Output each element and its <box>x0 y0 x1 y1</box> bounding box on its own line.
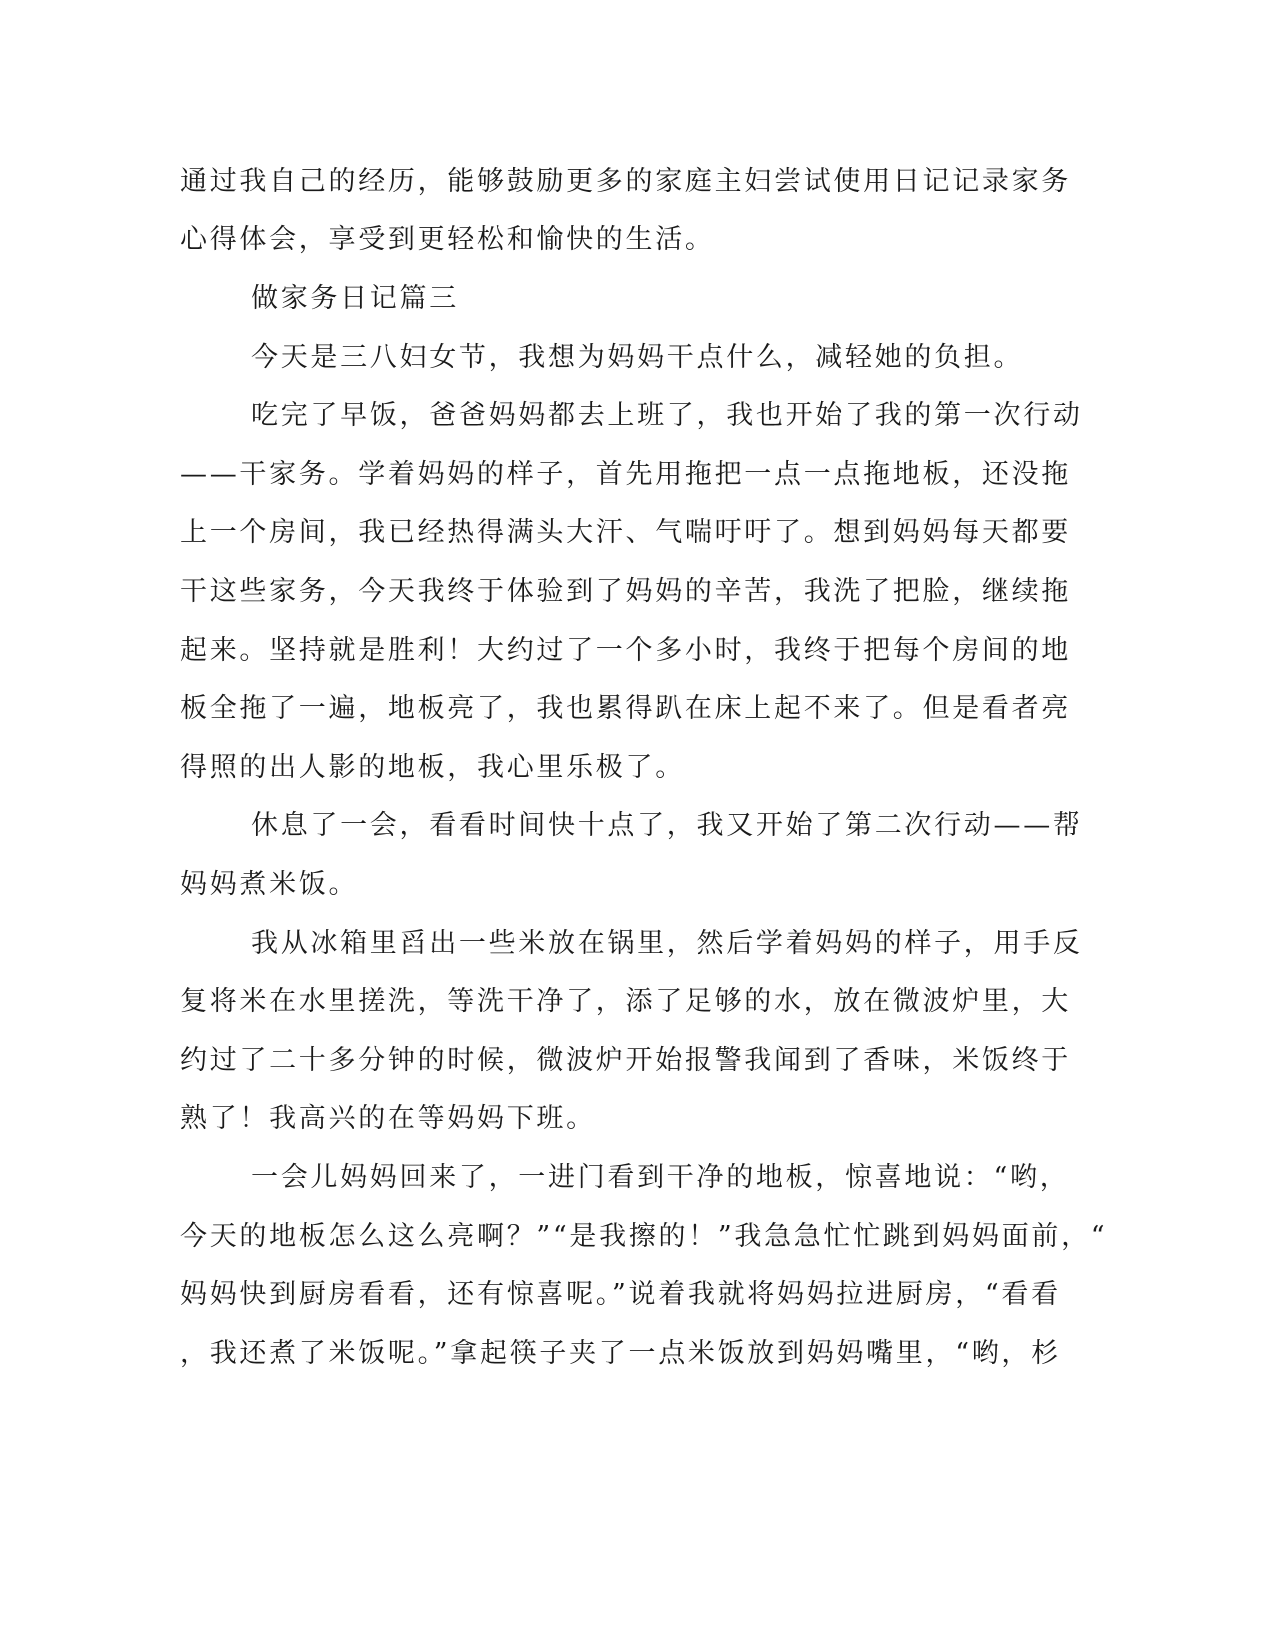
paragraph-line: 一会儿妈妈回来了，一进门看到干净的地板，惊喜地说：“哟， <box>251 1162 1070 1193</box>
paragraph-line: 上一个房间，我已经热得满头大汗、气喘吁吁了。想到妈妈每天都要 <box>180 517 1071 548</box>
paragraph-line: 休息了一会，看看时间快十点了，我又开始了第二次行动——帮 <box>251 810 1083 841</box>
paragraph-line: 今天是三八妇女节，我想为妈妈干点什么，减轻她的负担。 <box>251 342 1024 373</box>
paragraph-line: 妈妈快到厨房看看，还有惊喜呢。”说着我就将妈妈拉进厨房，“看看 <box>180 1279 1061 1310</box>
paragraph-line: 妈妈煮米饭。 <box>180 869 359 900</box>
paragraph-line: 通过我自己的经历，能够鼓励更多的家庭主妇尝试使用日记记录家务 <box>180 166 1071 197</box>
paragraph-line: 复将米在水里搓洗，等洗干净了，添了足够的水，放在微波炉里，大 <box>180 986 1071 1017</box>
paragraph-line: 今天的地板怎么这么亮啊？”“是我擦的！”我急急忙忙跳到妈妈面前，“ <box>180 1221 1108 1252</box>
paragraph-line: 干这些家务，今天我终于体验到了妈妈的辛苦，我洗了把脸，继续拖 <box>180 576 1071 607</box>
paragraph-line: ，我还煮了米饭呢。”拿起筷子夹了一点米饭放到妈妈嘴里，“哟，杉 <box>180 1338 1061 1369</box>
paragraph-line: 板全拖了一遍，地板亮了，我也累得趴在床上起不来了。但是看者亮 <box>180 693 1071 724</box>
paragraph-line: 熟了！我高兴的在等妈妈下班。 <box>180 1103 596 1134</box>
paragraph-line: ——干家务。学着妈妈的样子，首先用拖把一点一点拖地板，还没拖 <box>180 459 1071 490</box>
paragraph-line: 吃完了早饭，爸爸妈妈都去上班了，我也开始了我的第一次行动 <box>251 400 1083 431</box>
paragraph-line: 得照的出人影的地板，我心里乐极了。 <box>180 752 685 783</box>
paragraph-line: 心得体会，享受到更轻松和愉快的生活。 <box>180 224 715 255</box>
paragraph-line: 起来。坚持就是胜利！大约过了一个多小时，我终于把每个房间的地 <box>180 635 1071 666</box>
paragraph-line: 我从冰箱里舀出一些米放在锅里，然后学着妈妈的样子，用手反 <box>251 928 1083 959</box>
section-heading: 做家务日记篇三 <box>251 283 459 314</box>
paragraph-line: 约过了二十多分钟的时候，微波炉开始报警我闻到了香味，米饭终于 <box>180 1045 1071 1076</box>
